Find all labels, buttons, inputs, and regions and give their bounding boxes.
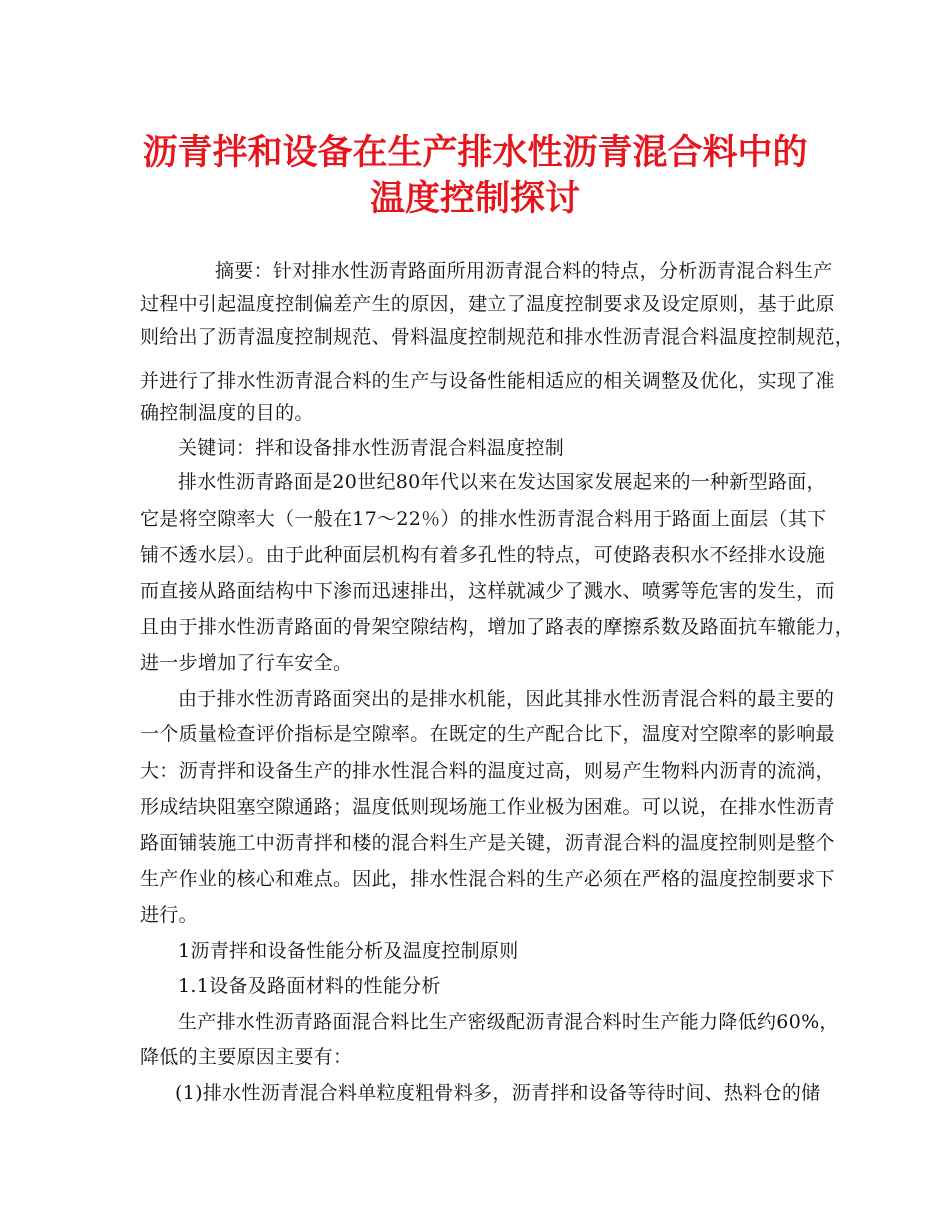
section-heading-1-1: 1.1设备及路面材料的性能分析 <box>178 975 441 997</box>
body-line-4: 而直接从路面结构中下渗而迅速排出，这样就减少了溅水、喷雾等危害的发生，而 <box>140 580 835 602</box>
keywords-line: 关键词：拌和设备排水性沥青混合料温度控制 <box>178 437 565 459</box>
body-line-7: 由于排水性沥青路面突出的是排水机能，因此其排水性沥青混合料的最主要的 <box>178 688 835 710</box>
body-line-8: 一个质量检查评价指标是空隙率。在既定的生产配合比下，温度对空隙率的影响最 <box>140 723 835 745</box>
abstract-line-1: 摘要：针对排水性沥青路面所用沥青混合料的特点，分析沥青混合料生产 <box>215 260 833 282</box>
abstract-line-2: 过程中引起温度控制偏差产生的原因，建立了温度控制要求及设定原则，基于此原 <box>140 293 835 315</box>
body-line-9: 大：沥青拌和设备生产的排水性混合料的温度过高，则易产生物料内沥青的流淌， <box>140 760 835 782</box>
body-line-1: 排水性沥青路面是20世纪80年代以来在发达国家发展起来的一种新型路面， <box>178 471 826 493</box>
body-line-2: 它是将空隙率大（一般在17～22％）的排水性沥青混合料用于路面上面层（其下 <box>140 508 827 530</box>
body-line-5: 且由于排水性沥青路面的骨架空隙结构，增加了路表的摩擦系数及路面抗车辙能力， <box>140 616 855 638</box>
body-line-10: 形成结块阻塞空隙通路；温度低则现场施工作业极为困难。可以说，在排水性沥青 <box>140 796 835 818</box>
body-line-13: 进行。 <box>140 904 198 926</box>
abstract-line-4: 并进行了排水性沥青混合料的生产与设备性能相适应的相关调整及优化，实现了准 <box>140 370 835 392</box>
abstract-line-5: 确控制温度的目的。 <box>140 402 314 424</box>
body-line-15: 降低的主要原因主要有： <box>140 1046 353 1068</box>
section-heading-1: 1沥青拌和设备性能分析及温度控制原则 <box>178 940 519 962</box>
document-title-line-2: 温度控制探讨 <box>369 178 580 219</box>
document-title-line-1: 沥青拌和设备在生产排水性沥青混合料中的 <box>142 132 808 173</box>
body-line-16: (1)排水性沥青混合料单粒度粗骨料多，沥青拌和设备等待时间、热料仓的储 <box>175 1082 821 1104</box>
body-line-3: 铺不透水层）。由于此种面层机构有着多孔性的特点，可使路表积水不经排水设施 <box>140 544 826 566</box>
body-line-6: 进一步增加了行车安全。 <box>140 652 353 674</box>
body-line-14: 生产排水性沥青路面混合料比生产密级配沥青混合料时生产能力降低约60%， <box>178 1011 839 1033</box>
body-line-11: 路面铺装施工中沥青拌和楼的混合料生产是关键，沥青混合料的温度控制则是整个 <box>140 832 835 854</box>
body-line-12: 生产作业的核心和难点。因此，排水性混合料的生产必须在严格的温度控制要求下 <box>140 868 835 890</box>
abstract-line-3: 则给出了沥青温度控制规范、骨料温度控制规范和排水性沥青混合料温度控制规范， <box>140 326 855 348</box>
